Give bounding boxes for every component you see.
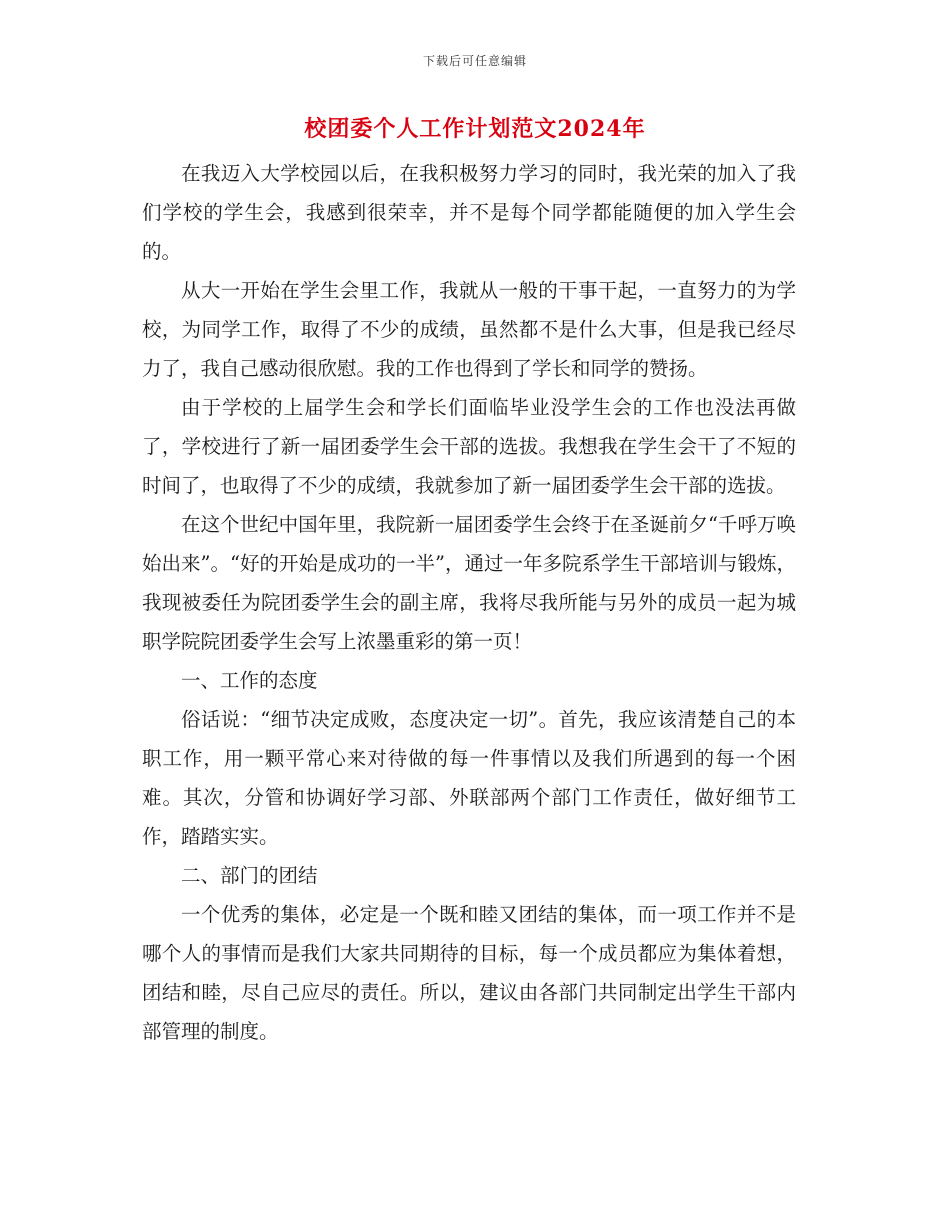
paragraph-attitude: 俗话说：“细节决定成败，态度决定一切”。首先，我应该清楚自己的本职工作，用一颗平常心来对待做的每一件事情以及我们所遇到的每一个困难。其次，分管和协调好学习部、外联部两个部门工作责任，做好细节工作，踏踏实实。 [142,708,796,848]
document-title: 校团委个人工作计划范文2024年 [304,116,646,142]
page-header-note: 下载后可任意编辑 [422,54,527,68]
section-heading-unity: 二、部门的团结 [181,864,318,887]
section-heading-attitude: 一、工作的态度 [181,669,318,692]
paragraph-appointment: 在这个世纪中国年里，我院新一届团委学生会终于在圣诞前夕“千呼万唤始出来”。“好的开始是成功的一半”，通过一年多院系学生干部培训与锻炼，我现被委任为院团委学生会的副主席，我将尽我所能与另外的成员一起为城职学院院团委学生会写上浓墨重彩的第一页！ [142,513,796,653]
paragraph-unity: 一个优秀的集体，必定是一个既和睦又团结的集体，而一项工作并不是哪个人的事情而是我们大家共同期待的目标，每一个成员都应为集体着想，团结和睦，尽自己应尽的责任。所以，建议由各部门共同制定出学生干部内部管理的制度。 [142,903,796,1043]
paragraph-election: 由于学校的上届学生会和学长们面临毕业没学生会的工作也没法再做了，学校进行了新一届团委学生会干部的选拔。我想我在学生会干了不短的时间了，也取得了不少的成绩，我就参加了新一届团委学生会干部的选拔。 [142,396,796,497]
document-body [142,154,796,1051]
paragraph-intro: 在我迈入大学校园以后，在我积极努力学习的同时，我光荣的加入了我们学校的学生会，我感到很荣幸，并不是每个同学都能随便的加入学生会的。 [142,162,796,263]
paragraph-experience: 从大一开始在学生会里工作，我就从一般的干事干起，一直努力的为学校，为同学工作，取得了不少的成绩，虽然都不是什么大事，但是我已经尽力了，我自己感动很欣慰。我的工作也得到了学长和同学的赞扬。 [142,279,796,380]
